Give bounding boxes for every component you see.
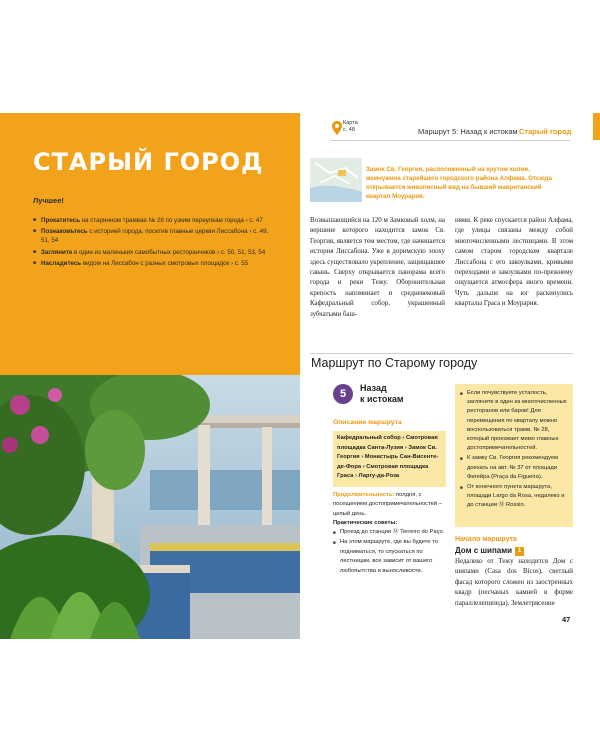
best-item: ■ Загляните в один из маленьких самобытных ресторанчиков › с. 50, 51, 53, 54 — [33, 248, 273, 257]
body-column-2: нями. К реке спускается район Алфама, где улицы связаны между собой многочисленными лестницами. В этом самом старом городском квартале Лиссабона с его закоулками, кривыми переходами и закоулками по-прежнему ощущается атмосфера иного времени. Чуть дальше на юг раскинулись кварталы Граса и Моурария. — [455, 217, 573, 308]
tips-list — [333, 528, 453, 577]
best-item: ■ Прокатитесь на старинном трамвае № 28 по узким переулкам города › с. 47 — [33, 216, 273, 225]
side-tip-item: ■ К замку Св. Георгия рекомендуем доехать на авт. № 37 от площади Фигейра (Praça da Figueira). — [460, 454, 570, 482]
map-caption: Замок Св. Георгия, расположенный на крутом холме, жемчужина старейшего городского района Алфама. Отсюда открывается живописный вид на бывший мавританский квартал Моурария. — [366, 166, 552, 200]
body-column-1: Возвышающийся на 120 м Замковый холм, на вершине которого находится замок Св. Георгия, является тем местом, где начинается история Лиссабона. Уже в доримскую эпоху здесь существовало укрепление, защищавшее гавань. Сверху открывается панорама всего города и реки Тежу. Оборонительная крепость напоминает и средневековый Кафедральный собор, украшенный зубчатыми баш- — [310, 217, 445, 318]
route-start-subtitle: Дом с шипами 1 — [455, 546, 524, 556]
body-column-3: Недалеко от Тежу находится Дом с шипами (Casa dos Bicos), светлый фасад которого сложен из заостренных квадр (песчаных камней в форме параллелепипеда). Землетрясение — [455, 558, 573, 607]
best-item: ■ Познакомьтесь с историей города, посетив главные церкви Лиссабона › с. 49, 51, 54 — [33, 227, 273, 245]
section-tab — [593, 113, 600, 140]
stop-number-badge: 1 — [515, 547, 524, 556]
page-number: 47 — [562, 615, 571, 624]
best-list — [33, 216, 273, 270]
map-reference: Карта с. 48 — [343, 120, 358, 133]
section-divider — [310, 353, 573, 354]
side-tip-item: ■ Если почувствуете усталость, загляните в один из многочисленных ресторанов или баров! Для перемещения по кварталу можно воспользоваться трамв. № 28, который проезжает мимо главных достопримечательностей. — [460, 389, 570, 453]
side-tips-list — [460, 389, 570, 512]
side-tip-item: ■ От конечного пункта маршрута, площади Largo da Rosa, недалеко и до станции Ⓜ Rossio. — [460, 483, 570, 511]
chapter-title: СТАРЫЙ ГОРОД — [33, 148, 264, 176]
duration-info: Продолжительность: полдня, с посещением достопримечательностей – целый день. — [333, 492, 442, 517]
route-description-label: Описание маршрута — [333, 419, 402, 426]
tips-label: Практические советы: — [333, 520, 398, 526]
best-item: ■ Насладитесь видом на Лиссабон с разных смотровых площадок › с. 55 — [33, 259, 273, 268]
header-divider — [330, 140, 570, 141]
route-stops: Кафедральный собор › Смотровая площадка Санта-Лузия › Замок Св. Георгия › Монастырь Сан-Висенте-де-Фора › Смотровая площадка Граса › Ларгу-да-Роза — [337, 435, 439, 479]
running-header-section: Старый город — [519, 127, 572, 136]
section-title: Маршрут по Старому городу — [311, 356, 478, 370]
route-number-badge: 5 — [333, 384, 353, 404]
best-heading: Лучшее! — [33, 196, 64, 205]
garden-terrace-photo — [0, 375, 300, 639]
map-pin-icon — [332, 121, 342, 135]
running-header-route: Маршрут 5: Назад к истокам — [418, 127, 518, 136]
tip-item: ■ На этом маршруте, где вы будете то подниматься, то спускаться по лестницам, все зависит от вашего любопытства и выносливости. — [333, 538, 453, 576]
thumbnail-map — [310, 158, 362, 202]
route-title: Назад к истокам — [360, 383, 404, 404]
tip-item: ■ Проезд до станции Ⓜ Terreiro do Paço. — [333, 528, 453, 537]
route-start-label: Начало маршрута — [455, 536, 517, 543]
